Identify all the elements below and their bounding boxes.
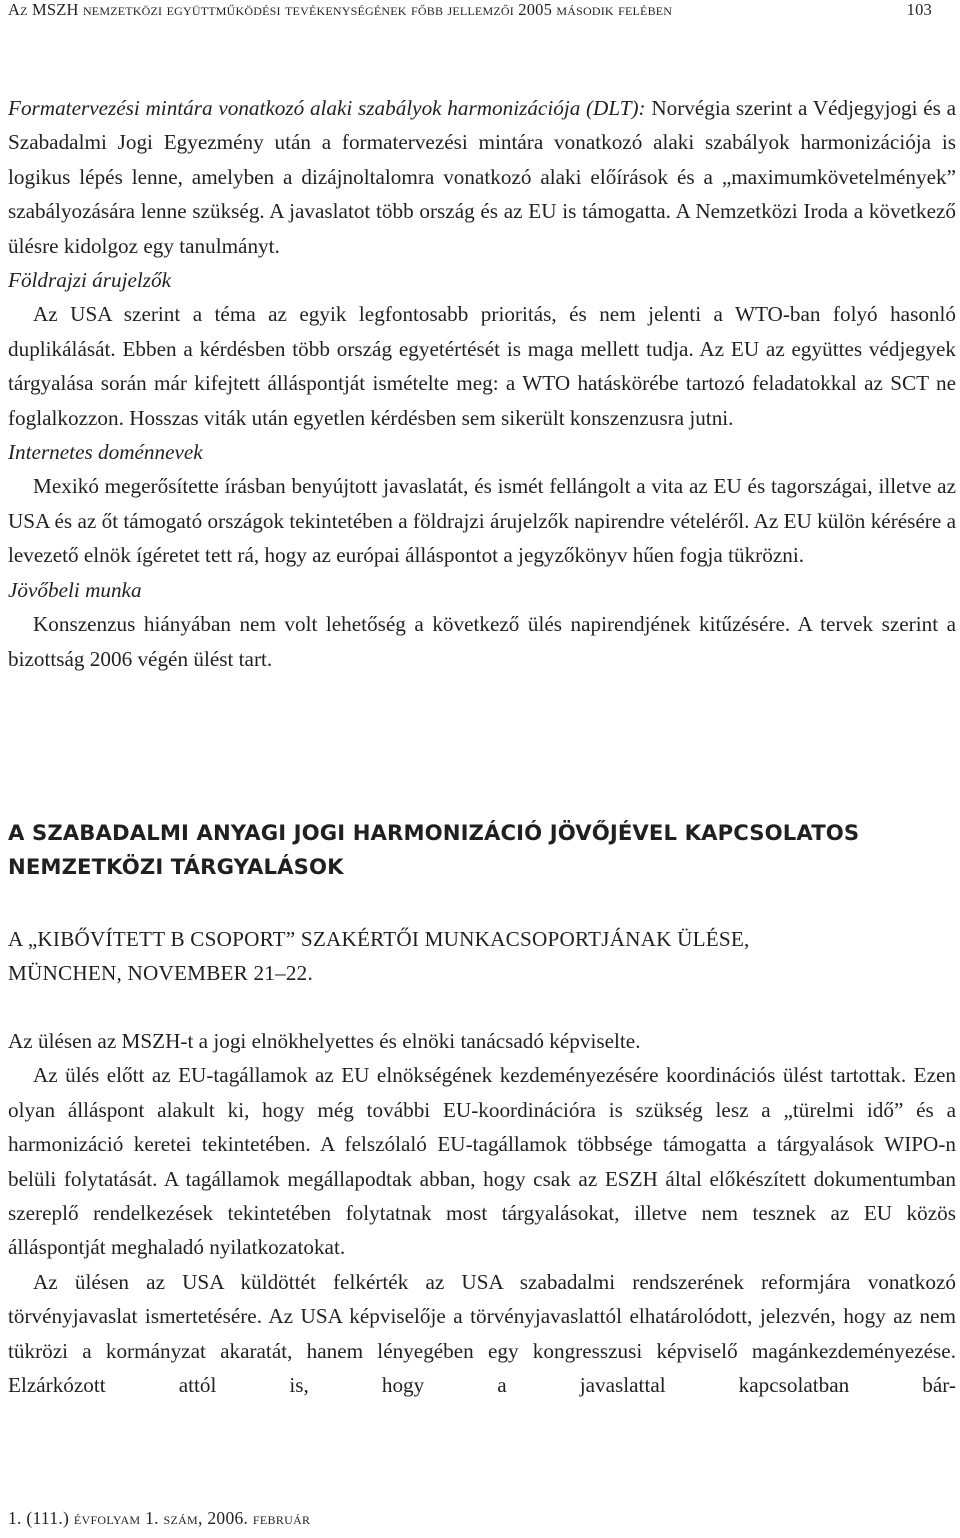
subheading-line-1: A „KIBŐVÍTETT B CSOPORT” SZAKÉRTŐI MUNKACSOPORTJÁNAK ÜLÉSE,	[8, 927, 750, 951]
usa-paragraph: Az ülésen az USA küldöttét felkérték az USA szabadalmi rendszerének reformjára vonatkozó törvényjavaslat ismertetésére. Az USA képviselője a törvényjavaslattól elhatárolódott, jelezvén, hogy az nem tükrözi a kormányzat akaratát, hanem lényegében egy kongresszusi képviselő magánkezdeményezése. Elzárkózott attól is, hogy a javaslattal kapcsolatban bár-	[8, 1269, 956, 1398]
running-header-title: Az MSZH nemzetközi együttműködési tevékenységének főbb jellemzői 2005 második felében	[8, 0, 673, 19]
running-header	[8, 0, 932, 28]
dlt-lead-in: Formatervezési mintára vonatkozó alaki szabályok harmonizációja (DLT):	[8, 96, 646, 120]
issue-footer: 1. (111.) évfolyam 1. szám, 2006. február	[8, 1508, 311, 1528]
subheading-line-2: MÜNCHEN, NOVEMBER 21–22.	[8, 961, 313, 986]
section-heading-line-1: A SZABADALMI ANYAGI JOGI HARMONIZÁCIÓ JÖVŐJÉVEL KAPCSOLATOS	[8, 820, 860, 845]
section-heading-line-2: NEMZETKÖZI TÁRGYALÁSOK	[8, 854, 344, 880]
internet-heading: Internetes doménnevek	[8, 440, 203, 465]
section-body-1	[8, 91, 956, 676]
geo-heading: Földrajzi árujelzők	[8, 268, 172, 293]
internet-paragraph: Mexikó megerősítette írásban benyújtott javaslatát, és ismét fellángolt a vita az EU és tagországai, illetve az USA és az őt támogató országok tekintetében a földrajzi árujelzők napirendre vételéről. Az EU külön kérésére a levezető elnök ígéretet tett rá, hogy az európai álláspontot a jegyzőkönyv hűen fogja tükrözni.	[8, 474, 956, 568]
section-subheading	[8, 922, 956, 991]
attendance-paragraph: Az ülésen az MSZH-t a jogi elnökhelyettes és elnöki tanácsadó képviselte.	[8, 1029, 641, 1053]
dlt-text: Norvégia szerint a Védjegyjogi és a Szabadalmi Jogi Egyezmény után a formatervezési mintára vonatkozó alaki szabályok harmonizációja is logikus lépés lenne, amelyben a dizájnoltalomra vonatkozó alaki előírások és a „maximumkövetelmények” szabályozására lenne szükség. A javaslatot több ország és az EU is támogatta. A Nemzetközi Iroda a következő ülésre kidolgoz egy tanulmányt.	[8, 96, 957, 258]
future-heading: Jövőbeli munka	[8, 577, 142, 602]
dlt-paragraph	[8, 91, 956, 263]
section-heading	[8, 816, 956, 885]
section-body-2	[8, 1024, 956, 1402]
coordination-paragraph: Az ülés előtt az EU-tagállamok az EU elnökségének kezdeményezésére koordinációs ülést tartottak. Ezen olyan álláspont alakult ki, hogy még további EU-koordinációra is szükség lesz a „türelmi idő” és a harmonizáció keretei tekintetében. A felszólaló EU-tagállamok többsége támogatta a tárgyalások WIPO-n belüli folytatását. A tagállamok megállapodtak abban, hogy csak az ESZH által előkészített dokumentumban szereplő rendelkezések tekintetében folytatnak most tárgyalásokat, illetve nem tesznek az EU közös álláspontját meghaladó nyilatkozatokat.	[8, 1063, 956, 1260]
geo-paragraph: Az USA szerint a téma az egyik legfontosabb prioritás, és nem jelenti a WTO-ban folyó hasonló duplikálását. Ebben a kérdésben több ország egyetértését is maga mellett tudja. Az EU az együttes védjegyek tárgyalása során már kifejtett álláspontját ismételte meg: a WTO hatáskörébe tartozó feladatokkal az SCT ne foglalkozzon. Hosszas viták után egyetlen kérdésben sem sikerült konszenzusra jutni.	[8, 302, 956, 430]
future-paragraph: Konszenzus hiányában nem volt lehetőség a következő ülés napirendjének kitűzésére. A tervek szerint a bizottság 2006 végén ülést tart.	[8, 612, 956, 671]
page-number: 103	[906, 0, 932, 19]
